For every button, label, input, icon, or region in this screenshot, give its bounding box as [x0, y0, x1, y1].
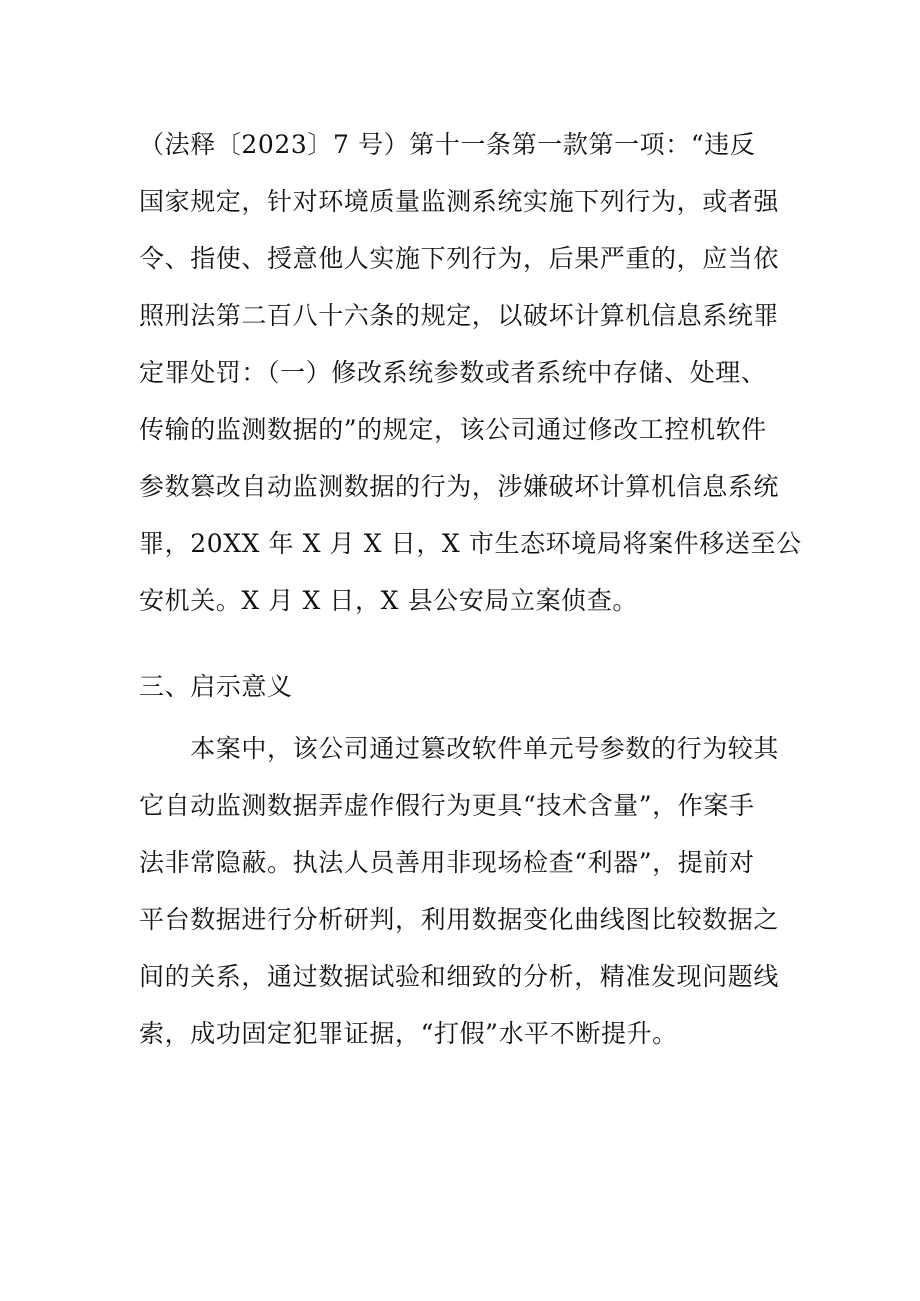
text-line: 罪，20XX 年 X 月 X 日，X 市生态环境局将案件移送至公: [139, 529, 802, 558]
text-line: 传输的监测数据的”的规定，该公司通过修改工控机软件: [139, 415, 767, 444]
paragraph-legal-basis: [139, 116, 809, 629]
text-line: 平台数据进行分析研判，利用数据变化曲线图比较数据之: [139, 905, 780, 934]
text-line: 法非常隐蔽。执法人员善用非现场检查“利器”，提前对: [139, 848, 755, 877]
text-line: 安机关。X 月 X 日，X 县公安局立案侦查。: [139, 586, 638, 615]
paragraph-insight: [139, 720, 809, 1062]
text-line: 本案中，该公司通过篡改软件单元号参数的行为较其: [139, 734, 780, 763]
text-line: 间的关系，通过数据试验和细致的分析，精准发现问题线: [139, 962, 780, 991]
text-line: 国家规定，针对环境质量监测系统实施下列行为，或者强: [139, 187, 780, 216]
text-line: 定罪处罚：（一）修改系统参数或者系统中存储、处理、: [139, 358, 767, 387]
text-line: 照刑法第二百八十六条的规定，以破坏计算机信息系统罪: [139, 301, 780, 330]
text-line: 令、指使、授意他人实施下列行为，后果严重的，应当依: [139, 244, 780, 273]
section-heading-text: 三、启示意义: [139, 672, 293, 701]
text-line: 它自动监测数据弄虚作假行为更具“技术含量”，作案手: [139, 791, 755, 820]
text-line: 索，成功固定犯罪证据，“打假”水平不断提升。: [139, 1019, 678, 1048]
section-heading: [139, 658, 809, 715]
text-line: （法释〔2023〕7 号）第十一条第一款第一项：“违反: [139, 130, 756, 159]
text-line: 参数篡改自动监测数据的行为，涉嫌破坏计算机信息系统: [139, 472, 780, 501]
